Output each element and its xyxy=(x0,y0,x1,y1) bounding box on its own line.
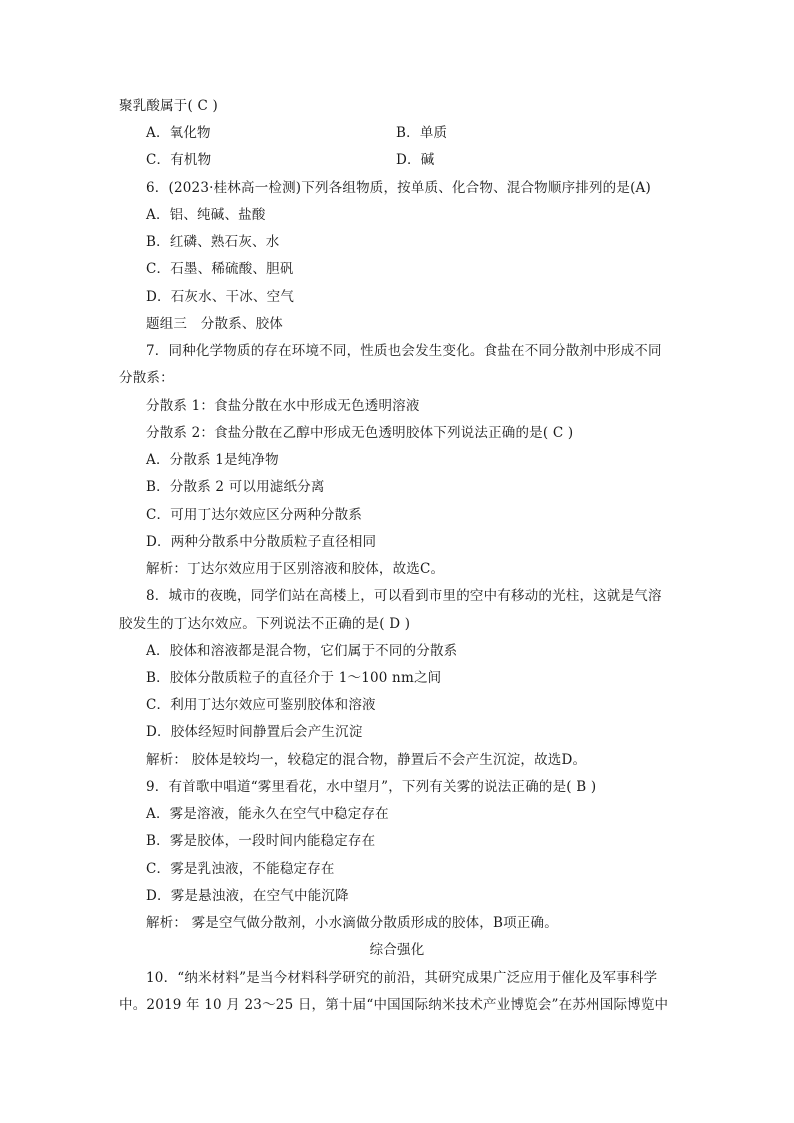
q7-option-b: B．分散系 2 可以用滤纸分离 xyxy=(146,479,325,495)
question-6-stem: 6．(2023·桂林高一检测)下列各组物质，按单质、化合物、混合物顺序排列的是(A) xyxy=(146,180,651,196)
section-heading-group-3: 题组三 分散系、胶体 xyxy=(146,316,283,332)
q6-option-a: A．铝、纯碱、盐酸 xyxy=(146,207,266,223)
q7-system-1: 分散系 1：食盐分散在水中形成无色透明溶液 xyxy=(146,398,420,414)
question-5-stem-end: 聚乳酸属于( C ) xyxy=(119,98,218,114)
question-10-stem-cont: 中。2019 年 10 月 23～25 日，第十届“中国国际纳米技术产业博览会”在苏州国际博览中 xyxy=(119,997,669,1013)
q7-option-a: A．分散系 1是纯净物 xyxy=(146,452,279,468)
q6-option-c: C．石墨、稀硫酸、胆矾 xyxy=(146,261,294,277)
section-heading-comprehensive: 综合强化 xyxy=(369,942,425,958)
q7-option-d: D．两种分散系中分散质粒子直径相同 xyxy=(146,534,377,550)
question-8-stem-cont: 胶发生的丁达尔效应。下列说法不正确的是( D ) xyxy=(119,616,411,632)
q8-option-a: A．胶体和溶液都是混合物，它们属于不同的分散系 xyxy=(146,643,458,659)
q7-option-c: C．可用丁达尔效应区分两种分散系 xyxy=(146,507,363,523)
q7-system-2: 分散系 2：食盐分散在乙醇中形成无色透明胶体下列说法正确的是( C ) xyxy=(146,425,574,441)
q5-option-d: D．碱 xyxy=(396,152,435,168)
q9-option-c: C．雾是乳浊液，不能稳定存在 xyxy=(146,861,335,877)
q5-option-b: B．单质 xyxy=(396,125,448,141)
q8-option-b: B．胶体分散质粒子的直径介于 1～100 nm之间 xyxy=(146,670,442,686)
q9-option-b: B．雾是胶体，一段时间内能稳定存在 xyxy=(146,833,376,849)
q6-option-d: D．石灰水、干冰、空气 xyxy=(146,289,295,305)
question-8-stem: 8．城市的夜晚，同学们站在高楼上，可以看到市里的空中有移动的光柱，这就是气溶 xyxy=(146,588,662,604)
q8-option-c: C．利用丁达尔效应可鉴别胶体和溶液 xyxy=(146,697,376,713)
q6-option-b: B．红磷、熟石灰、水 xyxy=(146,234,280,250)
q7-explanation: 解析：丁达尔效应用于区别溶液和胶体，故选C。 xyxy=(146,561,445,577)
q9-option-d: D．雾是悬浊液，在空气中能沉降 xyxy=(146,888,349,904)
question-9-stem: 9．有首歌中唱道“雾里看花，水中望月”，下列有关雾的说法正确的是( B ) xyxy=(146,779,597,795)
q9-explanation: 解析： 雾是空气做分散剂，小水滴做分散质形成的胶体，B项正确。 xyxy=(146,915,558,931)
question-7-stem: 7．同种化学物质的存在环境不同，性质也会发生变化。食盐在不同分散剂中形成不同 xyxy=(146,343,662,359)
q5-option-a: A．氧化物 xyxy=(146,125,211,141)
q8-explanation: 解析： 胶体是较均一，较稳定的混合物，静置后不会产生沉淀，故选D。 xyxy=(146,752,587,768)
q9-option-a: A．雾是溶液，能永久在空气中稳定存在 xyxy=(146,806,389,822)
question-7-stem-cont: 分散系： xyxy=(119,370,174,386)
question-10-stem: 10．“纳米材料”是当今材料科学研究的前沿，其研究成果广泛应用于催化及军事科学 xyxy=(146,970,658,986)
q5-option-c: C．有机物 xyxy=(146,152,212,168)
q8-option-d: D．胶体经短时间静置后会产生沉淀 xyxy=(146,724,363,740)
